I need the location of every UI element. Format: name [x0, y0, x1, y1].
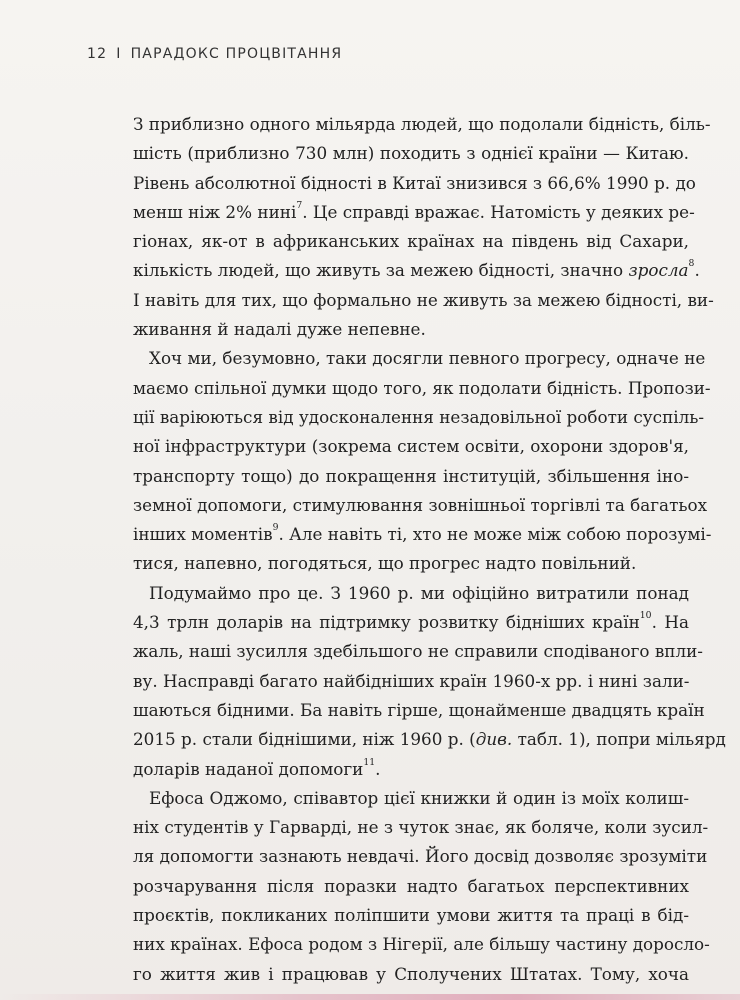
- footnote-ref: 10: [639, 610, 652, 622]
- text-line: ної інфраструктури (зокрема систем освіти, охорони здоров'я,: [133, 436, 689, 457]
- text-line: І навіть для тих, що формально не живуть за межею бідності, ви-: [133, 289, 714, 310]
- page-edge: [0, 994, 740, 1000]
- text-line: Подумаймо про це. З 1960 р. ми офіційно витратили понад: [149, 582, 689, 603]
- text-line: проєктів, покликаних поліпшити умови життя та праці в бід-: [133, 905, 689, 926]
- text-line: Рівень абсолютної бідності в Китаї знизився з 66,6% 1990 р. до: [133, 172, 696, 193]
- text-line: ніх студентів у Гарварді, не з чуток знає, як боляче, коли зусил-: [133, 817, 709, 838]
- body-text: [133, 110, 726, 989]
- text-line: З приблизно одного мільярда людей, що подолали бідність, біль-: [133, 114, 711, 134]
- text-line: Хоч ми, безумовно, таки досягли певного прогресу, одначе не: [149, 348, 706, 369]
- text-line: жаль, наші зусилля здебільшого не справили сподіваного впли-: [133, 641, 703, 662]
- text-line: 4,3 трлн доларів на підтримку розвитку бідніших країн$^{10}$. На: [133, 610, 689, 633]
- footnote-ref: 7: [296, 199, 303, 211]
- text-line: гіонах, як-от в африканських країнах на південь від Сахари,: [133, 231, 689, 252]
- footnote-ref: 11: [363, 756, 376, 768]
- text-line: кількість людей, що живуть за межею бідності, значно зросла$^8$.: [133, 258, 700, 281]
- text-line: ву. Насправді багато найбідніших країн 1960-х рр. і нині зали-: [133, 670, 690, 691]
- text-line: розчарування після поразки надто багатьох перспективних: [133, 875, 689, 896]
- footnote-ref: 8: [688, 258, 695, 270]
- book-title: ПАРАДОКС ПРОЦВІТАННЯ: [130, 46, 343, 62]
- text-line: транспорту тощо) до покращення інституцій, збільшення іно-: [133, 465, 689, 486]
- text-line: менш ніж 2% нині$^7$. Це справді вражає. Натомість у деяких ре-: [133, 199, 695, 222]
- text-line: 2015 р. стали біднішими, ніж 1960 р. (див. табл. 1), попри мільярд: [133, 729, 726, 750]
- text-line: шаються бідними. Ба навіть гірше, щонайменше двадцять країн: [133, 699, 705, 720]
- text-line: тися, напевно, погодяться, що прогрес надто повільний.: [133, 553, 637, 574]
- text-line: ля допомогти зазнають невдачі. Його досвід дозволяє зрозуміти: [133, 846, 708, 867]
- text-line: живання й надалі дуже непевне.: [133, 319, 426, 340]
- text-line: маємо спільної думки щодо того, як подолати бідність. Пропози-: [133, 377, 711, 398]
- page-number: 12: [87, 46, 108, 62]
- running-header: [87, 46, 342, 62]
- header-separator: I: [116, 46, 122, 62]
- text-line: інших моментів$^9$. Але навіть ті, хто не може між собою порозумі-: [133, 522, 712, 545]
- text-line: ції варіюються від удосконалення незадовільної роботи суспіль-: [133, 406, 705, 427]
- footnote-ref: 9: [272, 522, 279, 534]
- text-line: доларів наданої допомоги$^{11}$.: [133, 756, 381, 779]
- text-line: них країнах. Ефоса родом з Нігерії, але більшу частину доросло-: [133, 934, 710, 955]
- text-line: земної допомоги, стимулювання зовнішньої торгівлі та багатьох: [133, 494, 708, 515]
- text-line: Ефоса Оджомо, співавтор цієї книжки й один із моїх колиш-: [149, 787, 689, 808]
- text-line: шість (приблизно 730 млн) походить з однієї країни — Китаю.: [133, 143, 689, 164]
- text-line: го життя жив і працював у Сполучених Штатах. Тому, хоча: [133, 963, 689, 984]
